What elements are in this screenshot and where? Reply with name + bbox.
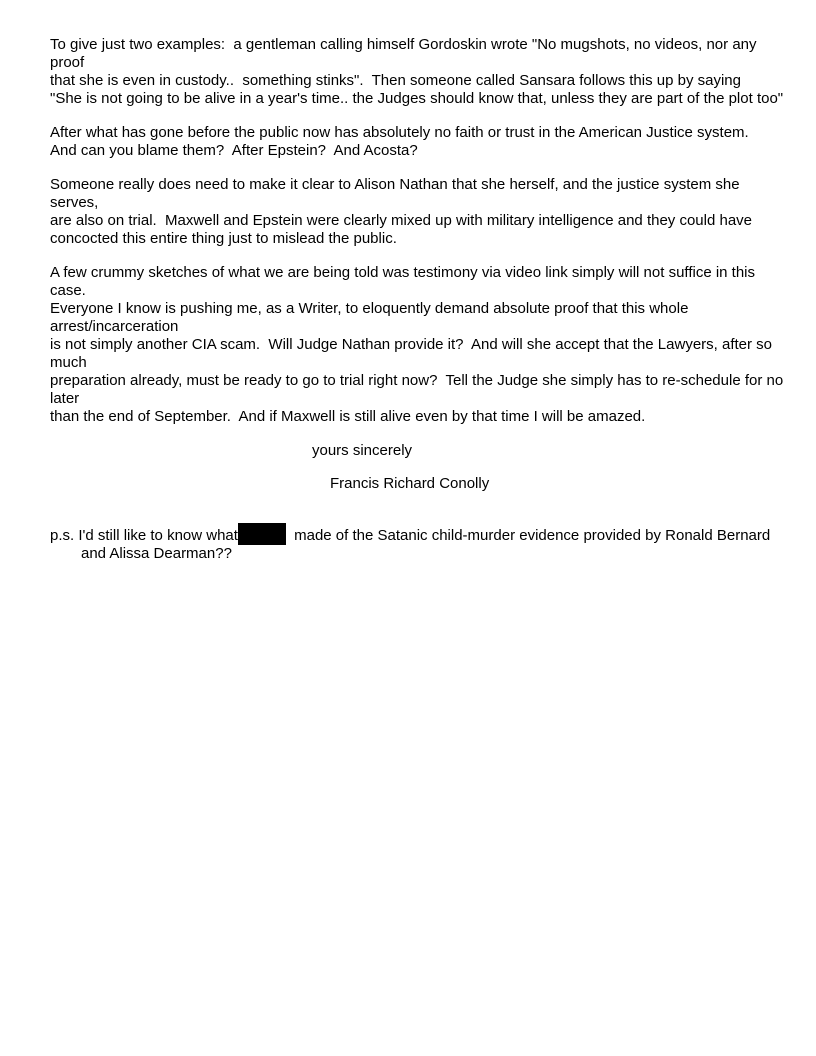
closing-salutation: yours sincerely: [312, 442, 413, 459]
paragraph-line: Someone really does need to make it clear to Alison Nathan that she herself, and the justice system she serves,: [50, 176, 744, 211]
letter-body: [50, 36, 790, 563]
paragraph-line: A few crummy sketches of what we are being told was testimony via video link simply will not suffice in this case.: [50, 264, 760, 299]
paragraph-line: Everyone I know is pushing me, as a Writer, to eloquently demand absolute proof that this whole arrest/incarceration: [50, 300, 693, 335]
paragraph-line: "She is not going to be alive in a year's time.. the Judges should know that, unless they are part of the plot too": [50, 90, 784, 107]
postscript-text-after: made of the Satanic child-murder evidence provided by Ronald Bernard: [289, 527, 771, 544]
paragraph-line: than the end of September. And if Maxwell is still alive even by that time I will be amazed.: [50, 408, 646, 425]
postscript: [50, 523, 790, 563]
paragraph-3: [50, 176, 790, 248]
paragraph-line: is not simply another CIA scam. Will Judge Nathan provide it? And will she accept that the Lawyers, after so much: [50, 336, 777, 371]
redaction-box: [238, 523, 286, 545]
postscript-line-1: [50, 523, 790, 545]
signature-name: Francis Richard Conolly: [330, 475, 490, 492]
postscript-text-before: p.s. I'd still like to know what: [50, 527, 238, 544]
paragraph-line: that she is even in custody.. something stinks". Then someone called Sansara follows this up by saying: [50, 72, 741, 89]
paragraph-line: concocted this entire thing just to mislead the public.: [50, 230, 397, 247]
paragraph-line: preparation already, must be ready to go to trial right now? Tell the Judge she simply has to re-schedule for no later: [50, 372, 788, 407]
paragraph-line: And can you blame them? After Epstein? And Acosta?: [50, 142, 418, 159]
paragraph-line: After what has gone before the public now has absolutely no faith or trust in the American Justice system.: [50, 124, 749, 141]
paragraph-2: [50, 124, 790, 160]
paragraph-4: [50, 264, 790, 426]
postscript-line-2: and Alissa Dearman??: [81, 545, 232, 562]
paragraph-line: To give just two examples: a gentleman calling himself Gordoskin wrote "No mugshots, no videos, nor any proof: [50, 36, 761, 71]
closing-block: [50, 442, 790, 493]
paragraph-1: [50, 36, 790, 108]
paragraph-line: are also on trial. Maxwell and Epstein were clearly mixed up with military intelligence and they could have: [50, 212, 753, 229]
